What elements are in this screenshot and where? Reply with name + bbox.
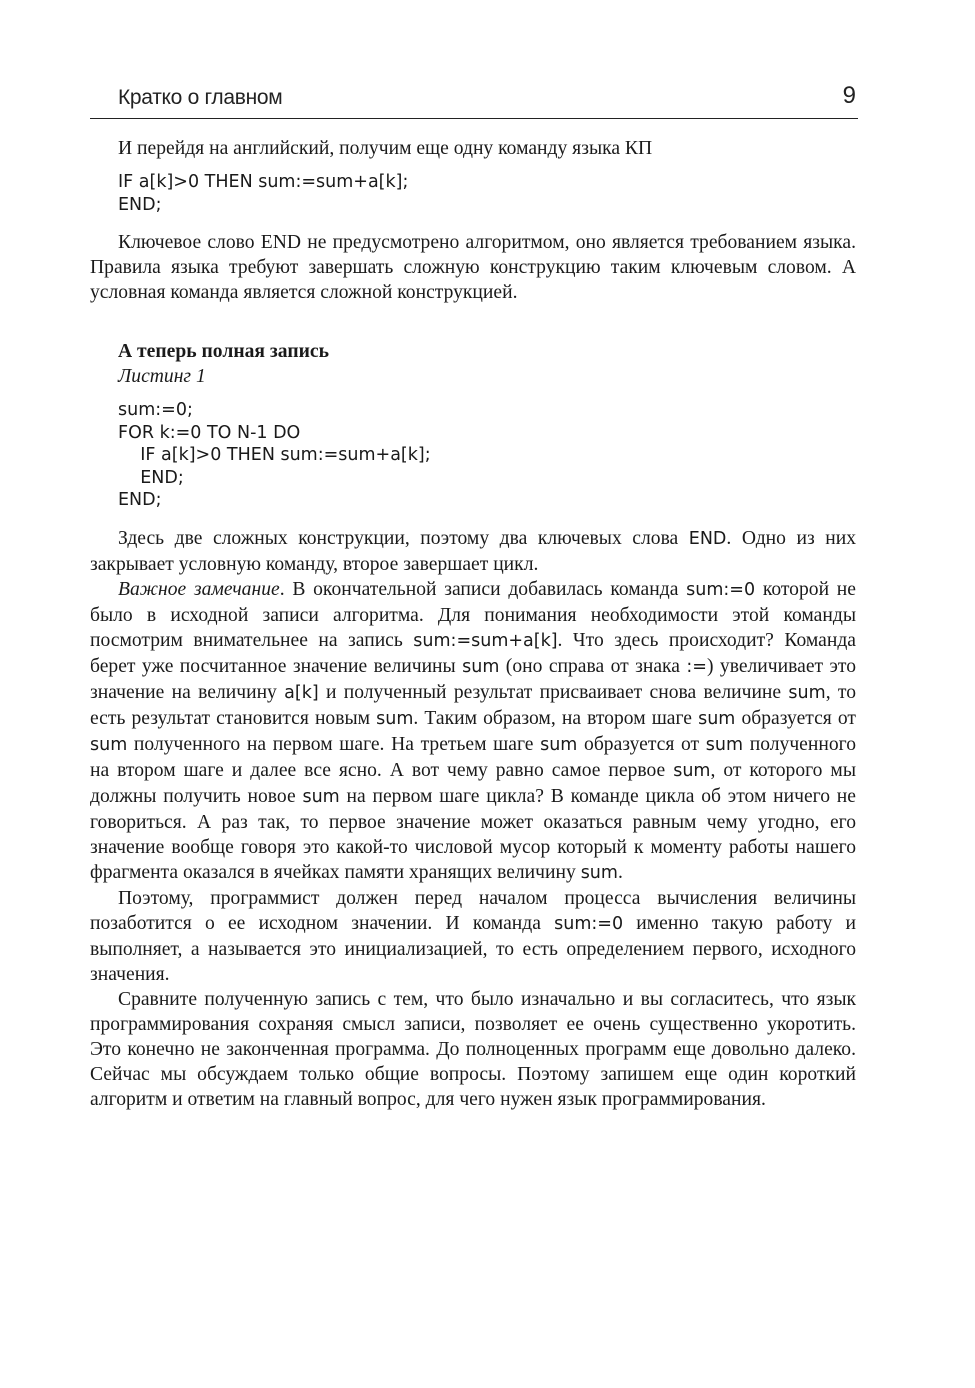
inline-code: sum <box>376 708 414 729</box>
chapter-title: Кратко о главном <box>118 86 283 109</box>
inline-code: sum <box>540 734 578 755</box>
end-keyword-paragraph: Ключевое слово END не предусмотрено алгоритмом, оно является требованием языка. Правила языка требуют завершать сложную конструкцию таким ключевым словом. А условная команда является сложной конструкцией. <box>90 232 856 303</box>
inline-code: sum:=0 <box>554 913 624 934</box>
section-title: А теперь полная запись <box>118 341 329 362</box>
code-line: END; <box>118 194 162 215</box>
page-body <box>90 136 856 1112</box>
inline-code: sum:=0 <box>686 579 756 600</box>
code-line: IF a[k]>0 THEN sum:=sum+a[k]; <box>118 172 409 192</box>
code-line: FOR k:=0 TO N-1 DO <box>118 422 301 443</box>
intro-paragraph: И перейдя на английский, получим еще одну команду языка КП <box>118 138 653 159</box>
page-number: 9 <box>842 82 856 109</box>
inline-code: sum <box>788 682 826 703</box>
running-header <box>90 84 858 119</box>
two-constructs-paragraph: Здесь две сложных конструкции, поэтому два ключевых слова END. Одно из них закрывает условную команду, второе завершает цикл. <box>90 527 856 575</box>
inline-code: sum <box>705 734 744 755</box>
inline-code: sum <box>90 734 128 755</box>
inline-code: END <box>688 528 727 549</box>
code-block-1 <box>118 171 856 216</box>
inline-code: := <box>686 656 707 677</box>
code-block-listing-1 <box>118 399 856 512</box>
code-line: END; <box>118 467 184 488</box>
note-lead: Важное замечание <box>118 578 280 600</box>
inline-code: sum <box>673 760 711 781</box>
closing-paragraph: Сравните полученную запись с тем, что было изначально и вы согласитесь, что язык программирования сохраняя смысл записи, позволяет ее очень существенно укоротить. Это конечно не законченная программа. До полноценных программ еще довольно далеко. Сейчас мы обсуждаем только общие вопросы. Поэтому запишем еще один короткий алгоритм и ответим на главный вопрос, для чего нужен язык программирования. <box>90 988 856 1110</box>
inline-code: sum:=sum+a[k] <box>413 630 558 651</box>
important-note-paragraph: Важное замечание. В окончательной записи добавилась команда sum:=0 которой не было в исходной записи алгоритма. Для понимания необходимости этой команды посмотрим внимательнее на запись sum:=sum+a[k]. Что здесь происходит? Команда берет уже посчитанное значение величины sum (оно справа от знака :=) увеличивает это значение на величину a[k] и полученный результат присваивает снова величине sum, то есть результат становится новым sum. Таким образом, на втором шаге sum образуется от sum полученного на первом шаге. На третьем шаге sum образуется от sum полученного на втором шаге и далее все ясно. А вот чему равно самое первое sum, от которого мы должны получить новое sum на первом шаге цикла? В команде цикла об этом ничего не говориться. А раз так, то первое значение может оказаться равным чему угодно, его значение вообще говоря это какой-то числовой мусор который к моменту работы нашего фрагмента оказался в ячейках памяти хранящих величину sum. <box>90 578 857 883</box>
inline-code: sum <box>580 862 618 883</box>
code-line: END; <box>118 490 162 510</box>
inline-code: sum <box>302 786 340 807</box>
code-line: sum:=0; <box>118 400 193 420</box>
code-line: IF a[k]>0 THEN sum:=sum+a[k]; <box>118 445 431 465</box>
initialization-paragraph: Поэтому, программист должен перед началом процесса вычисления величины позаботится о ее исходном значении. И команда sum:=0 именно такую работу и выполняет, а называется это инициализацией, то есть определением первого, исходного значения. <box>90 887 856 985</box>
inline-code: a[k] <box>284 682 319 703</box>
inline-code: sum <box>698 708 736 729</box>
inline-code: sum <box>462 656 500 677</box>
listing-label: Листинг 1 <box>118 366 206 387</box>
